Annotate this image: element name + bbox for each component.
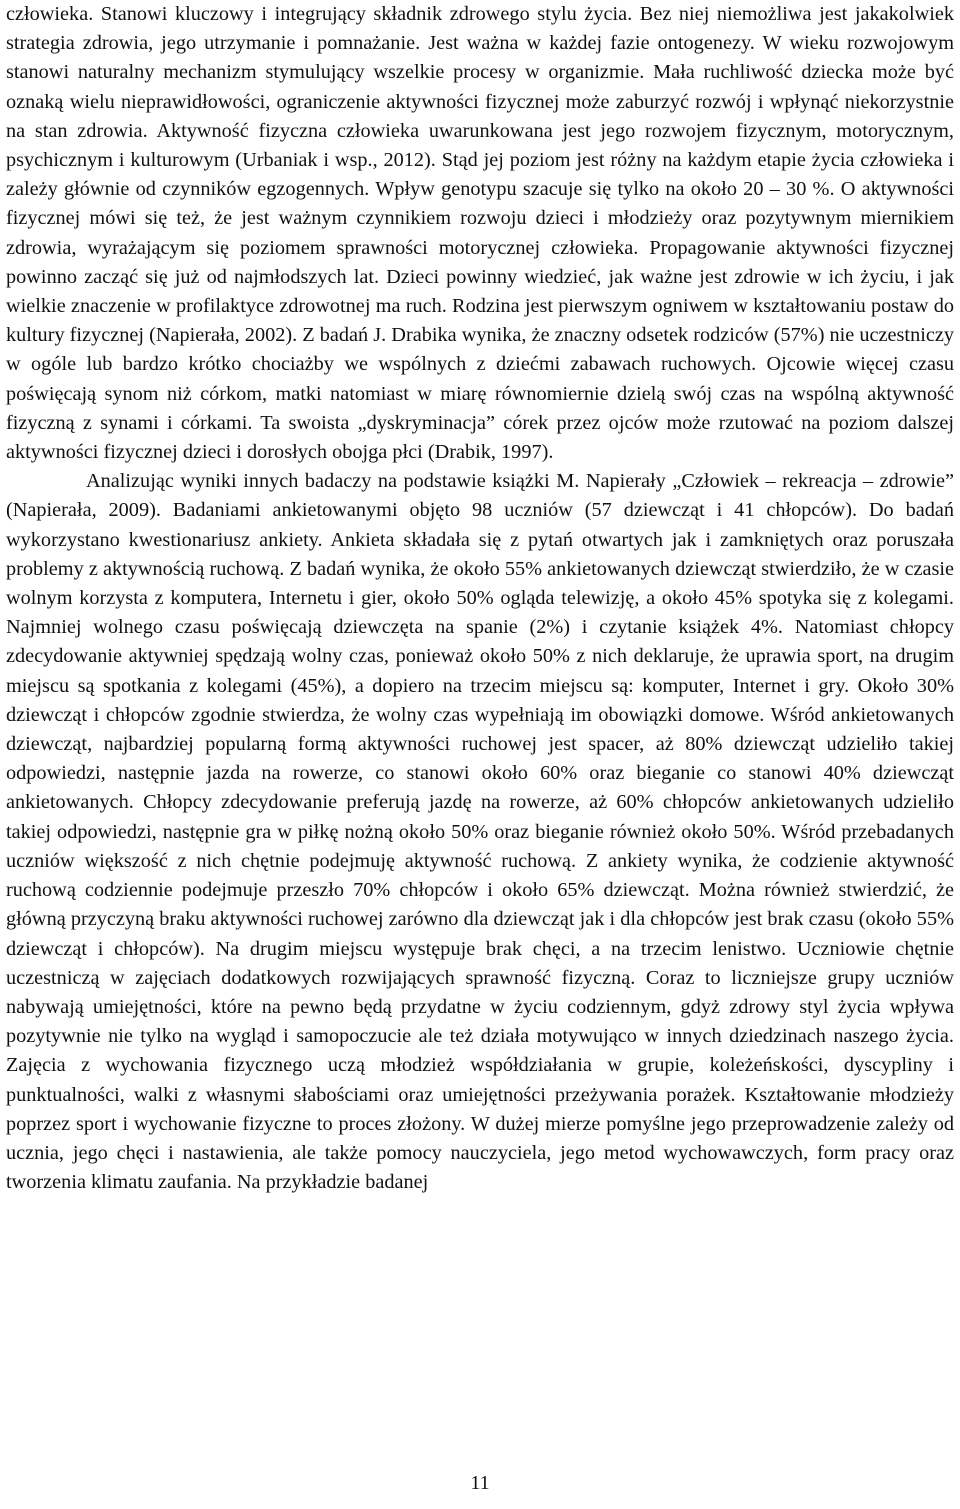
paragraph-1: człowieka. Stanowi kluczowy i integrujący składnik zdrowego stylu życia. Bez niej niemożliwa jest jakakolwiek strategia zdrowia, jego utrzymanie i pomnażanie. Jest ważna w każdej fazie ontogenezy. W wieku rozwojowym stanowi naturalny mechanizm stymulujący wszelkie procesy w organizmie. Mała ruchliwość dziecka może być oznaką wielu nieprawidłowości, ograniczenie aktywności fizycznej może zaburzyć rozwój i wpłynąć niekorzystnie na stan zdrowia. Aktywność fizyczna człowieka uwarunkowana jest jego rozwojem fizycznym, motorycznym, psychicznym i kulturowym (Urbaniak i wsp., 2012). Stąd jej poziom jest różny na każdym etapie życia człowieka i zależy głównie od czynników egzogennych. Wpływ genotypu szacuje się tylko na około 20 – 30 %. O aktywności fizycznej mówi się też, że jest ważnym czynnikiem rozwoju dzieci i młodzieży oraz pozytywnym miernikiem zdrowia, wyrażającym się poziomem sprawności motorycznej człowieka. Propagowanie aktywności fizycznej powinno zacząć się już od najmłodszych lat. Dzieci powinny wiedzieć, jak ważne jest zdrowie w ich życiu, i jak wielkie znaczenie w profilaktyce zdrowotnej ma ruch. Rodzina jest pierwszym ogniwem w kształtowaniu postaw do kultury fizycznej (Napierała, 2002). Z badań J. Drabika wynika, że znaczny odsetek rodziców (57%) nie uczestniczy w ogóle lub bardzo krótko chociażby we wspólnych z dziećmi zabawach ruchowych. Ojcowie więcej czasu poświęcają synom niż córkom, matki natomiast w miarę równomiernie dzielą swój czas na wspólną aktywność fizyczną z synami i córkami. Ta swoista „dyskryminacja” córek przez ojców może rzutować na poziom dalszej aktywności fizycznej dzieci i dorosłych obojga płci (Drabik, 1997). [6,3,954,464]
paragraph-2: Analizując wyniki innych badaczy na podstawie książki M. Napierały „Człowiek – rekreacja – zdrowie” (Napierała, 2009). Badaniami ankietowanymi objęto 98 uczniów (57 dziewcząt i 41 chłopców). Do badań wykorzystano kwestionariusz ankiety. Ankieta składała się z pytań otwartych jak i zamkniętych oraz poruszała problemy z aktywnością ruchową. Z badań wynika, że około 55% ankietowanych dziewcząt stwierdziło, że w czasie wolnym korzysta z komputera, Internetu i gier, około 50% ogląda telewizję, a około 45% spotyka się z kolegami. Najmniej wolnego czasu poświęcają dziewczęta na spanie (2%) i czytanie książek 4%. Natomiast chłopcy zdecydowanie aktywniej spędzają wolny czas, ponieważ około 50% z nich deklaruje, że uprawia sport, na drugim miejscu są spotkania z kolegami (45%), a dopiero na trzecim miejscu są: komputer, Internet i gry. Około 30% dziewcząt i chłopców zgodnie stwierdza, że wolny czas wypełniają im obowiązki domowe. Wśród ankietowanych dziewcząt, najbardziej popularną formą aktywności ruchowej jest spacer, aż 80% dziewcząt udzieliło takiej odpowiedzi, następnie jazda na rowerze, co stanowi około 60% oraz bieganie co stanowi 40% dziewcząt ankietowanych. Chłopcy zdecydowanie preferują jazdę na rowerze, aż 60% chłopców ankietowanych udzieliło takiej odpowiedzi, następnie gra w piłkę nożną około 50% oraz bieganie również około 50%. Wśród przebadanych uczniów większość z nich chętnie podejmuję aktywność ruchową. Z ankiety wynika, że codzienie aktywność ruchową codziennie podejmuje przeszło 70% chłopców i około 65% dziewcząt. Można również stwierdzić, że główną przyczyną braku aktywności ruchowej zarówno dla dziewcząt jak i dla chłopców jest brak czasu (około 55% dziewcząt i chłopców). Na drugim miejscu występuje brak chęci, a na trzecim lenistwo. Uczniowie chętnie uczestniczą w zajęciach dodatkowych rozwijających sprawność fizyczną. Coraz to liczniejsze grupy uczniów nabywają umiejętności, które na pewno będą przydatne w życiu codziennym, gdyż zdrowy styl życia wpływa pozytywnie nie tylko na wygląd i samopoczucie ale też działa motywująco w innych dziedzinach naszego życia. Zajęcia z wychowania fizycznego uczą młodzież współdziałania w grupie, koleżeńskości, dyscypliny i punktualności, walki z własnymi słabościami oraz umiejętności przeżywania porażek. Kształtowanie młodzieży poprzez sport i wychowanie fizyczne to proces złożony. W dużej mierze pomyślne jego przeprowadzenie zależy od ucznia, jego chęci i nastawienia, ale także pomocy nauczyciela, jego metod wychowawczych, form pracy oraz tworzenia klimatu zaufania. Na przykładzie badanej [6,470,954,1194]
page-number: 11 [470,1472,490,1494]
document-page [6,0,954,1509]
